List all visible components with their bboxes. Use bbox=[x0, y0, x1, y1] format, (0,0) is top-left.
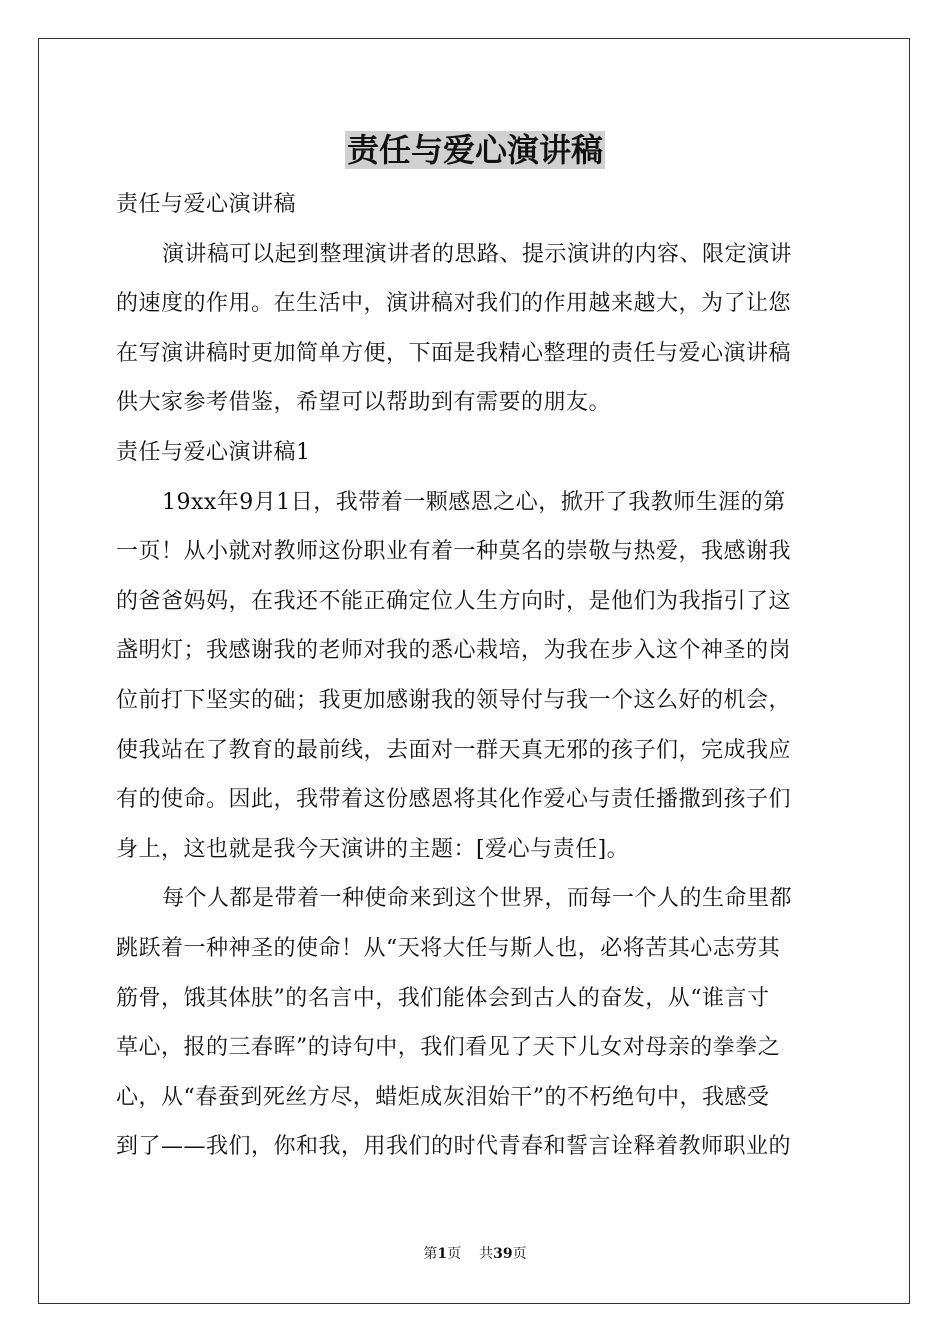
paragraph-line: 身上，这也就是我今天演讲的主题：[爱心与责任]。 bbox=[116, 836, 630, 862]
paragraph-line: 位前打下坚实的础；我更加感谢我的领导付与我一个这么好的机会， bbox=[116, 687, 792, 713]
paragraph-line: 到了——我们，你和我，用我们的时代青春和誓言诠释着教师职业的 bbox=[116, 1134, 792, 1160]
paragraph-line: 有的使命。因此，我带着这份感恩将其化作爱心与责任播撒到孩子们 bbox=[116, 787, 792, 813]
paragraph-line: 筋骨，饿其体肤”的名言中，我们能体会到古人的奋发，从“谁言寸 bbox=[116, 985, 770, 1011]
paragraph-line: 一页！从小就对教师这份职业有着一种莫名的崇敬与热爱，我感谢我 bbox=[116, 539, 792, 565]
footer-page-label: 页 bbox=[447, 1246, 462, 1262]
document-body bbox=[116, 180, 836, 1172]
footer-page-prefix: 第 bbox=[423, 1246, 438, 1262]
paragraph-line: 的速度的作用。在生活中，演讲稿对我们的作用越来越大，为了让您 bbox=[116, 291, 792, 317]
paragraph-line: 演讲稿可以起到整理演讲者的思路、提示演讲的内容、限定演讲 bbox=[162, 241, 793, 267]
section-heading: 责任与爱心演讲稿1 bbox=[116, 439, 311, 465]
paragraph-line: 供大家参考借鉴，希望可以帮助到有需要的朋友。 bbox=[116, 390, 612, 416]
paragraph-line: 跳跃着一种神圣的使命！从“天将大任与斯人也，必将苦其心志劳其 bbox=[116, 935, 781, 961]
page-footer bbox=[0, 1244, 950, 1264]
footer-total-suffix: 页 bbox=[512, 1246, 527, 1262]
paragraph-line: 19xx年9月1日，我带着一颗感恩之心，掀开了我教师生涯的第 bbox=[162, 489, 786, 515]
paragraph-line: 草心，报的三春晖”的诗句中，我们看见了天下儿女对母亲的拳拳之 bbox=[116, 1035, 781, 1061]
footer-total-prefix: 共 bbox=[479, 1246, 494, 1262]
paragraph-line: 心，从“春蚕到死丝方尽，蜡炬成灰泪始干”的不朽绝句中，我感受 bbox=[116, 1084, 770, 1110]
paragraph-line: 的爸爸妈妈，在我还不能正确定位人生方向时，是他们为我指引了这 bbox=[116, 588, 792, 614]
paragraph-line: 在写演讲稿时更加简单方便，下面是我精心整理的责任与爱心演讲稿 bbox=[116, 340, 792, 366]
paragraph-line: 盏明灯；我感谢我的老师对我的悉心栽培，为我在步入这个神圣的岗 bbox=[116, 638, 792, 664]
subtitle-line: 责任与爱心演讲稿 bbox=[116, 192, 297, 217]
footer-total-pages: 39 bbox=[493, 1246, 513, 1262]
footer-current-page: 1 bbox=[437, 1246, 448, 1262]
document-title-text: 责任与爱心演讲稿 bbox=[346, 131, 603, 169]
paragraph-line: 使我站在了教育的最前线，去面对一群天真无邪的孩子们，完成我应 bbox=[116, 737, 792, 763]
paragraph-line: 每个人都是带着一种使命来到这个世界，而每一个人的生命里都 bbox=[162, 886, 793, 912]
document-title bbox=[0, 128, 950, 172]
